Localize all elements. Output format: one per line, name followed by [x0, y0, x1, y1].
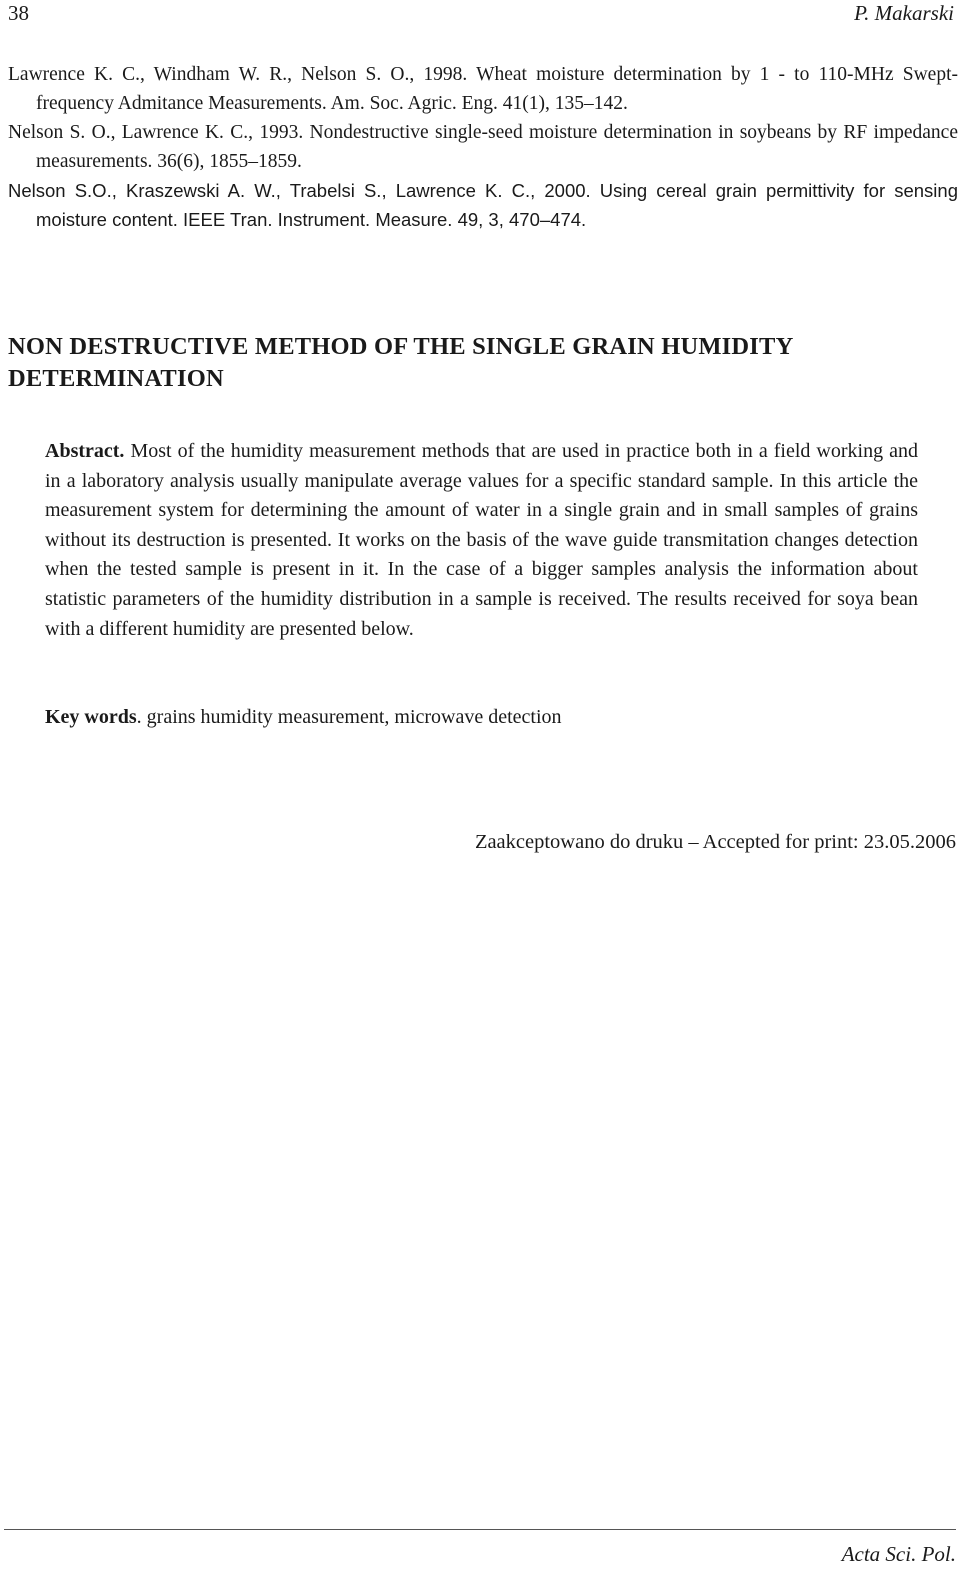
journal-name: Acta Sci. Pol.	[841, 1542, 956, 1566]
abstract-text: Most of the humidity measurement methods that are used in practice both in a field working and in a laboratory analysis usually manipulate average values for a specific standard sample. In this article the measurement system for determining the amount of water in a single grain and in small samples of grains without its destruction is presented. It works on the basis of the wave guide transmitation changes detection when the tested sample is present in it. In the case of a bigger samples analysis the information about statistic parameters of the humidity distribution in a sample is received. The results received for soya bean with a different humidity are presented below.	[45, 440, 918, 640]
reference-item: Nelson S.O., Kraszewski A. W., Trabelsi S., Lawrence K. C., 2000. Using cereal grain permittivity for sensing moisture content. IEEE Tran. Instrument. Measure. 49, 3, 470–474.	[8, 180, 958, 230]
page-number: 38	[8, 1, 29, 25]
keywords-label: Key words	[45, 706, 137, 728]
reference-item: Nelson S. O., Lawrence K. C., 1993. Nondestructive single-seed moisture determination in soybeans by RF impedance measurements. 36(6), 1855–1859.	[8, 122, 958, 172]
article-title: NON DESTRUCTIVE METHOD OF THE SINGLE GRAIN HUMIDITY DETERMINATION	[8, 333, 793, 392]
abstract-paragraph	[45, 437, 918, 644]
abstract-label: Abstract.	[45, 440, 125, 462]
reference-list	[8, 60, 958, 234]
running-head-author: P. Makarski	[854, 1, 954, 25]
reference-item: Lawrence K. C., Windham W. R., Nelson S. O., 1998. Wheat moisture determination by 1 - to 110-MHz Swept-frequency Admitance Measurements. Am. Soc. Agric. Eng. 41(1), 135–142.	[8, 64, 958, 114]
keywords-paragraph	[45, 703, 918, 732]
keywords-text: . grains humidity measurement, microwave detection	[136, 706, 562, 728]
footer-divider	[4, 1529, 956, 1530]
accepted-note: Zaakceptowano do druku – Accepted for print: 23.05.2006	[474, 831, 956, 853]
